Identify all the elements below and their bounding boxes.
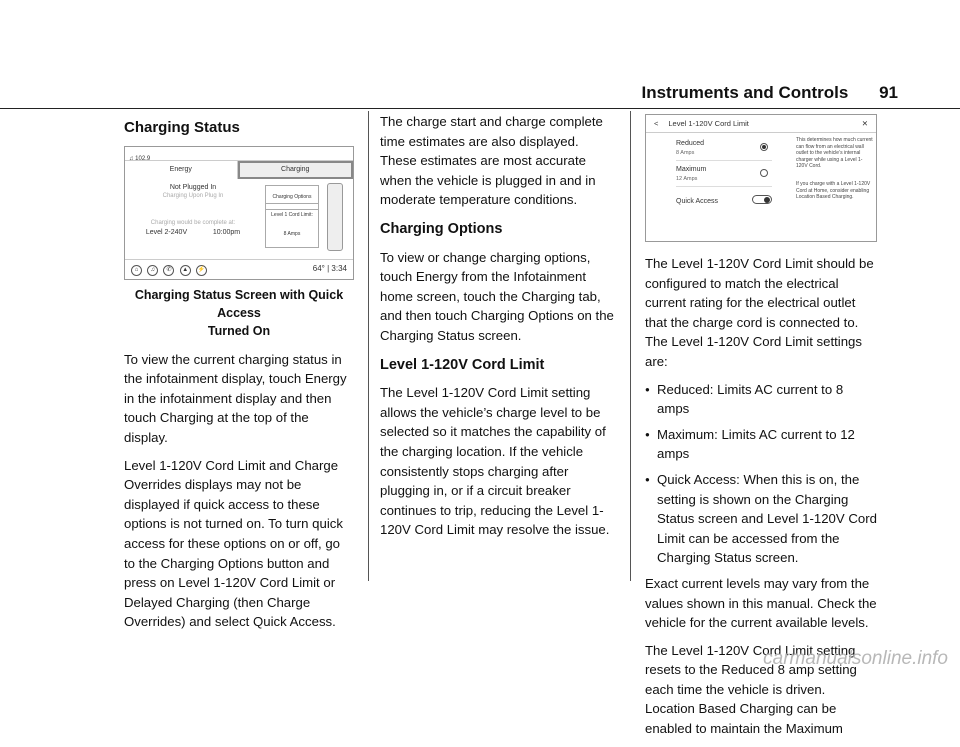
caption-line-1: Charging Status Screen with Quick Access — [134, 287, 344, 320]
paragraph: The Level 1-120V Cord Limit should be configured to match the electrical current rating for the electrical outlet that the charge cord is connected to. The Level 1-120V Cord Limit settings are: — [645, 256, 874, 369]
option-label: Quick Access — [676, 198, 719, 205]
option-quick-access[interactable] — [676, 191, 772, 215]
watermark: carmanualsonline.info — [763, 648, 948, 669]
status-bar — [125, 147, 353, 161]
option-maximum[interactable] — [676, 163, 772, 187]
charge-level: Level 2-240V — [145, 228, 188, 236]
column-divider — [368, 111, 369, 581]
radio-icon[interactable] — [760, 169, 768, 177]
column-divider — [630, 111, 631, 581]
charging-status-screen — [124, 146, 354, 280]
bottom-bar — [125, 259, 353, 279]
heading-charging-status: Charging Status — [124, 119, 240, 136]
cord-limit-screen — [645, 114, 877, 242]
paragraph: To view the current charging status in the infotainment display, touch Energy in the infotainment display and then touch Charging at the top of the display. — [124, 351, 347, 445]
complete-label: Charging would be complete at: — [150, 219, 236, 226]
option-sub: 12 Amps — [676, 176, 698, 182]
level-row — [133, 228, 253, 237]
clock-area: 64° | 3:34 — [312, 264, 347, 274]
toggle-icon[interactable] — [752, 195, 772, 204]
complete-time: 10:00pm — [212, 228, 241, 236]
info-note: If you charge with a Level 1-120V Cord at Home, consider enabling Location Based Charging. — [796, 181, 871, 200]
charge-level-slider[interactable] — [327, 183, 343, 251]
radio-station: 102.9 — [135, 155, 151, 162]
column-1 — [124, 112, 354, 640]
paragraph: The charge start and charge complete time estimates are also displayed. These estimates are most accurate when the vehicle is plugged in and in moderate temperature conditions. — [380, 114, 603, 208]
tab-energy[interactable]: Energy — [125, 161, 238, 179]
music-note-icon: ♫ — [129, 155, 134, 162]
screen-title: Level 1-120V Cord Limit — [668, 118, 749, 128]
info-note: This determines how much current can flow from an electrical wall outlet to the vehicle’s internal charger while using a Level 1-120V Cord. — [796, 137, 873, 169]
page-header — [641, 83, 898, 103]
home-icon[interactable]: ⌂ — [131, 265, 142, 276]
tab-charging[interactable]: Charging — [238, 161, 354, 179]
header-rule — [0, 108, 960, 109]
screen-title-bar — [646, 115, 876, 133]
cord-limit-label: Level 1 Cord Limit: — [271, 211, 313, 218]
audio-icon[interactable]: ♫ — [147, 265, 158, 276]
energy-icon[interactable]: ⚡ — [196, 265, 207, 276]
plug-status: Not Plugged In — [169, 183, 217, 191]
charging-options-button[interactable]: Charging Options — [265, 185, 319, 211]
section-title: Instruments and Controls — [641, 83, 849, 102]
heading-charging-options: Charging Options — [380, 220, 503, 237]
plug-substatus: Charging Upon Plug In — [162, 192, 224, 199]
cord-limit-value: 8 Amps — [283, 231, 301, 238]
screen-tabs — [125, 161, 353, 179]
settings-list — [645, 380, 877, 568]
cord-limit-button[interactable] — [265, 203, 319, 248]
option-label: Reduced — [676, 140, 705, 147]
temperature: 64° — [312, 264, 325, 274]
back-icon[interactable]: < — [654, 118, 659, 128]
radio-selected-icon[interactable] — [760, 143, 768, 151]
close-icon[interactable]: ✕ — [861, 118, 868, 128]
app-icons — [131, 259, 210, 279]
figure-caption — [124, 286, 354, 340]
list-item: ● Maximum: Limits AC current to 12 amps — [645, 425, 877, 464]
paragraph: The Level 1-120V Cord Limit setting allows the vehicle’s charge level to be selected so it matches the capability of the charging location. If the vehicle consistently stops charging after plugging in, or if a circuit breaker continues to trip, reducing the Level 1-120V Cord Limit may resolve the issue. — [380, 385, 610, 538]
phone-icon[interactable]: ✆ — [163, 265, 174, 276]
option-label: Maximum — [676, 166, 707, 173]
list-item: ● Reduced: Limits AC current to 8 amps — [645, 380, 877, 419]
column-2 — [380, 112, 616, 548]
page-number: 91 — [879, 83, 898, 102]
caption-line-2: Turned On — [207, 323, 271, 338]
option-reduced[interactable] — [676, 137, 772, 161]
heading-cord-limit: Level 1-120V Cord Limit — [380, 356, 545, 373]
paragraph: The Level 1-120V Cord Limit setting resets to the Reduced 8 amp setting each time the vehicle is driven. Location Based Charging can be enabled to maintain the Maximum — [645, 642, 857, 737]
paragraph: To view or change charging options, touch Energy from the Infotainment home screen, touch the Charging tab, and then touch Charging Options on the Charging Status screen. — [380, 249, 614, 343]
option-sub: 8 Amps — [676, 150, 695, 156]
list-item: ● Quick Access: When this is on, the setting is shown on the Charging Status screen and Level 1-120V Cord Limit can be accessed from the Charging Status screen. — [645, 470, 877, 568]
paragraph: Level 1-120V Cord Limit and Charge Overrides displays may not be displayed if quick access to these options is not turned on. To turn quick access for these options on or off, go to the Charging Options button and press on Level 1-120V Cord Limit or Delayed Charging (then Charge Overrides) and select Quick Access. — [124, 457, 343, 630]
charge-status-panel — [133, 183, 253, 237]
nav-icon[interactable]: ▲ — [180, 265, 191, 276]
clock: 3:34 — [331, 264, 347, 274]
paragraph: Exact current levels may vary from the values shown in this manual. Check the vehicle for the current available levels. — [645, 575, 877, 631]
